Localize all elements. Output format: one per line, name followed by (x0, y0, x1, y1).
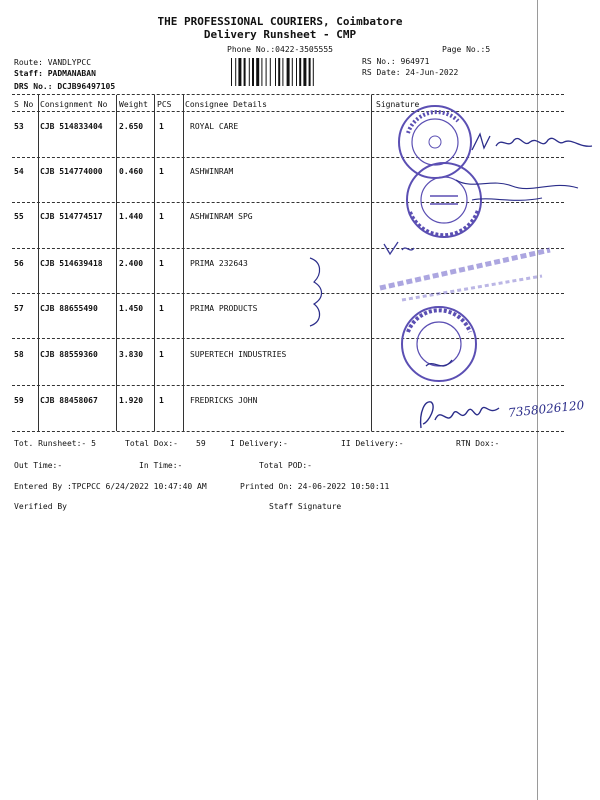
row-sno: 56 (14, 259, 24, 268)
barcode-bar (296, 58, 297, 86)
route: Route: VANDLYPCC (14, 58, 92, 67)
barcode-bar (275, 58, 276, 86)
company-title: THE PROFESSIONAL COURIERS, Coimbatore (157, 15, 403, 28)
bracket-mark (304, 252, 330, 332)
barcode-bar (292, 58, 293, 86)
row-pcs: 1 (159, 212, 164, 221)
table-header-rule (12, 111, 564, 112)
row-weight: 2.650 (119, 122, 144, 131)
total-dox-value: 59 (196, 439, 206, 448)
rs-date: RS Date: 24-Jun-2022 (362, 68, 459, 77)
row-sno: 53 (14, 122, 24, 131)
col-header-pcs: PCS (157, 100, 172, 109)
barcode-bar (266, 58, 267, 86)
table-top-rule (12, 94, 564, 95)
col-header-consignment: Consignment No (40, 100, 108, 109)
row-consignment: CJB 88655490 (40, 304, 98, 313)
row-pcs: 1 (159, 167, 164, 176)
row-consignee: SUPERTECH INDUSTRIES (190, 350, 287, 359)
barcode-bar (249, 58, 250, 86)
out-time: Out Time:- (14, 461, 63, 470)
barcode (231, 58, 341, 86)
rs-number: RS No.: 964971 (362, 57, 430, 66)
barcode-bar (244, 58, 246, 86)
signature-row-53 (468, 128, 598, 158)
row-consignee: ASHWINRAM SPG (190, 212, 253, 221)
row-consignment: CJB 514639418 (40, 259, 103, 268)
ii-delivery: II Delivery:- (341, 439, 404, 448)
runsheet-title: Delivery Runsheet - CMP (203, 28, 357, 41)
col-header-sno: S No (14, 100, 34, 109)
i-delivery: I Delivery:- (230, 439, 288, 448)
row-sno: 57 (14, 304, 24, 313)
row-sno: 54 (14, 167, 24, 176)
entered-by: Entered By :TPCPCC 6/24/2022 10:47:40 AM (14, 482, 207, 491)
barcode-bar (278, 58, 280, 86)
col-header-weight: Weight (119, 100, 148, 109)
row-consignee: PRIMA 232643 (190, 259, 248, 268)
tot-runsheet: Tot. Runsheet:- 5 (14, 439, 96, 448)
row-weight: 1.920 (119, 396, 144, 405)
row-weight: 0.460 (119, 167, 144, 176)
barcode-bar (252, 58, 254, 86)
total-dox-label: Total Dox:- (125, 439, 178, 448)
row-consignment: CJB 514833404 (40, 122, 103, 131)
handwritten-phone: 7358026120 (507, 398, 585, 420)
drs-number: DRS No.: DCJB96497105 (14, 82, 116, 91)
row-weight: 1.440 (119, 212, 144, 221)
row-consignee: FREDRICKS JOHN (190, 396, 258, 405)
row-consignment: CJB 88559360 (40, 350, 98, 359)
verified-by: Verified By (14, 502, 67, 511)
supertech-stamp (396, 304, 482, 384)
row-sno: 55 (14, 212, 24, 221)
barcode-bar (231, 58, 232, 86)
row-consignment: CJB 514774517 (40, 212, 103, 221)
barcode-bar (282, 58, 283, 86)
row-weight: 3.830 (119, 350, 144, 359)
barcode-bar (309, 58, 311, 86)
row-consignment: CJB 514774000 (40, 167, 103, 176)
col-header-consignee: Consignee Details (185, 100, 267, 109)
row-pcs: 1 (159, 396, 164, 405)
row-consignee: ASHWINRAM (190, 167, 234, 176)
in-time: In Time:- (139, 461, 183, 470)
barcode-bar (313, 58, 314, 86)
phone-number: Phone No.:0422-3505555 (227, 45, 333, 54)
row-pcs: 1 (159, 350, 164, 359)
row-weight: 2.400 (119, 259, 144, 268)
prima-stamp (372, 236, 562, 306)
col-divider (38, 95, 39, 431)
row-sno: 59 (14, 396, 24, 405)
col-divider (183, 95, 184, 431)
row-pcs: 1 (159, 304, 164, 313)
row-consignment: CJB 88458067 (40, 396, 98, 405)
printed-on: Printed On: 24-06-2022 10:50:11 (240, 482, 390, 491)
staff-signature-label: Staff Signature (269, 502, 342, 511)
rtn-dox: RTN Dox:- (456, 439, 500, 448)
row-weight: 1.450 (119, 304, 144, 313)
col-header-signature: Signature (376, 100, 420, 109)
row-pcs: 1 (159, 122, 164, 131)
staff-name: Staff: PADMANABAN (14, 69, 96, 78)
barcode-bar (261, 58, 262, 86)
row-pcs: 1 (159, 259, 164, 268)
total-pod: Total POD:- (259, 461, 312, 470)
page-number: Page No.:5 (442, 45, 491, 54)
signature-row-59 (415, 392, 505, 436)
barcode-bar (270, 58, 271, 86)
barcode-bar (299, 58, 301, 86)
row-sno: 58 (14, 350, 24, 359)
barcode-bar (303, 58, 306, 86)
page-edge-line (537, 0, 538, 800)
col-divider (116, 95, 117, 431)
signature-row-54 (452, 170, 582, 210)
barcode-bar (256, 58, 259, 86)
barcode-bar (238, 58, 241, 86)
col-divider (154, 95, 155, 431)
row-separator (12, 385, 564, 386)
row-consignee: PRIMA PRODUCTS (190, 304, 258, 313)
barcode-bar (287, 58, 290, 86)
barcode-bar (235, 58, 236, 86)
row-consignee: ROYAL CARE (190, 122, 239, 131)
